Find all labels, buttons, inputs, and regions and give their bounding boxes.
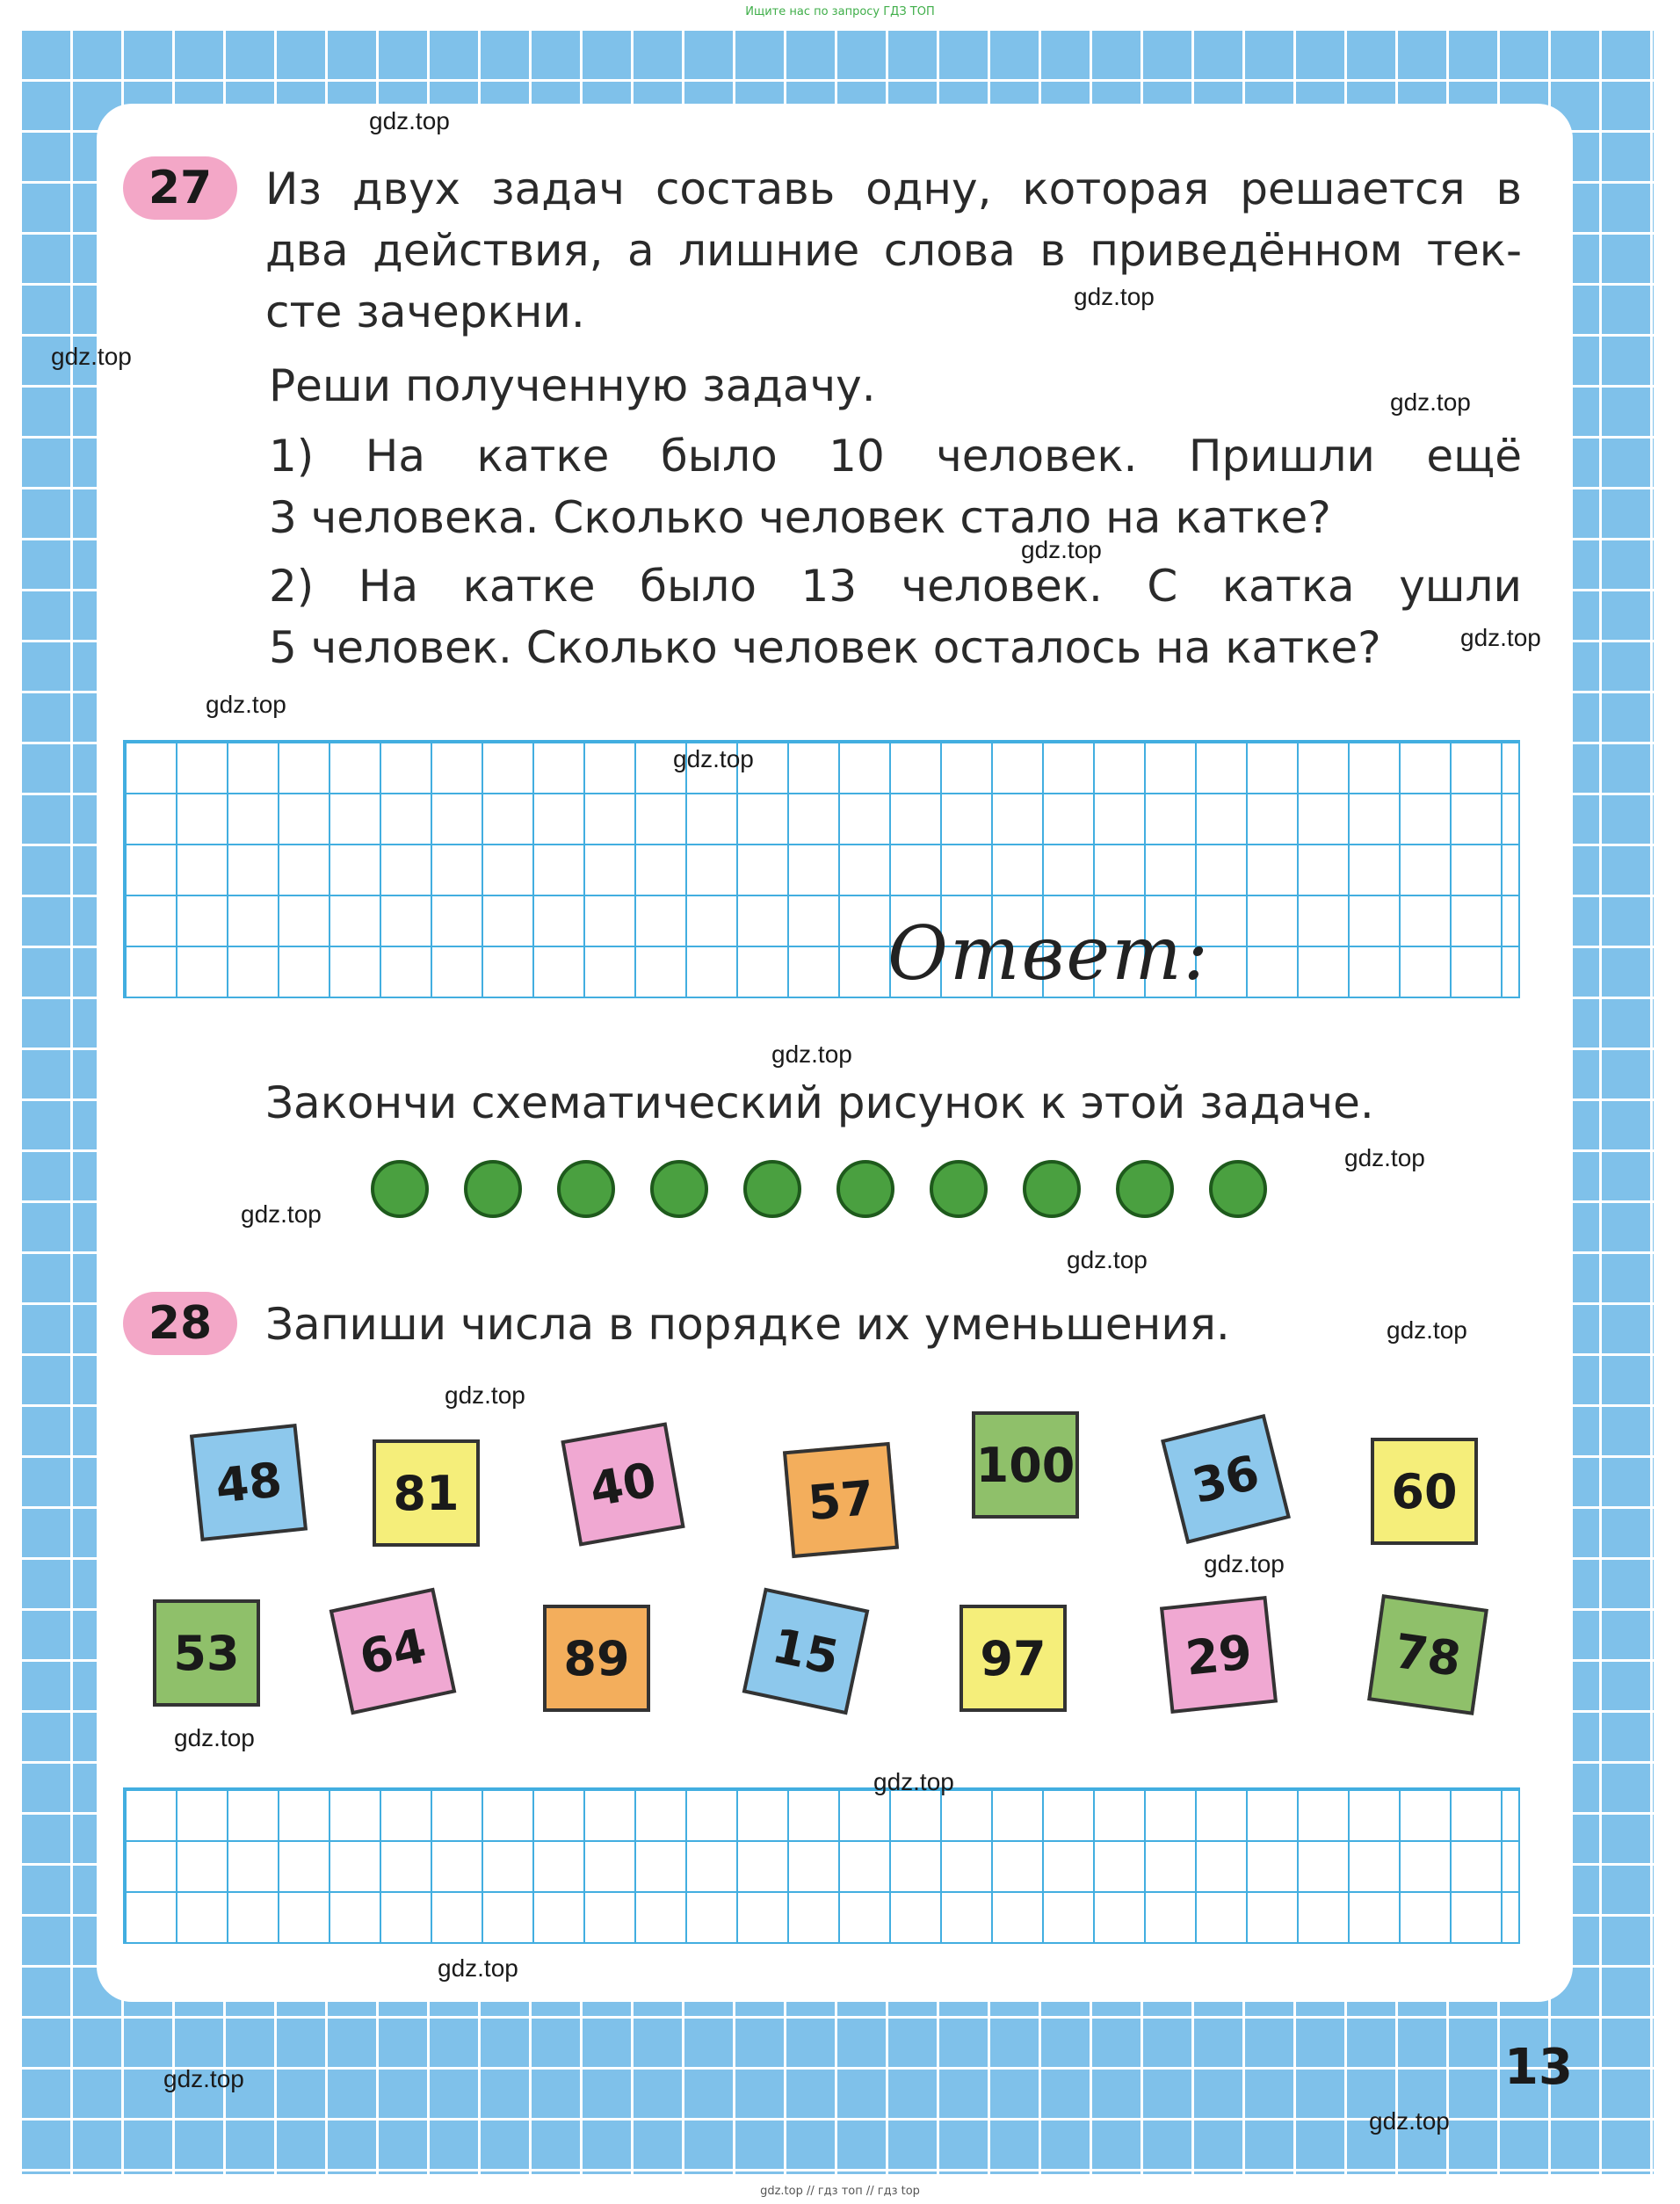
watermark: gdz.top [174, 1724, 255, 1751]
header-note: Ищите нас по запросу ГДЗ ТОП [745, 5, 935, 18]
watermark: gdz.top [1021, 536, 1102, 563]
number-card-40: 40 [561, 1422, 684, 1546]
number-card-53: 53 [153, 1599, 260, 1707]
watermark: gdz.top [1204, 1550, 1285, 1577]
diagram-dot [743, 1160, 801, 1218]
watermark: gdz.top [1074, 283, 1155, 310]
watermark: gdz.top [1344, 1144, 1425, 1171]
watermark: gdz.top [51, 343, 132, 370]
diagram-dot [650, 1160, 708, 1218]
task-27-intro-line-3: сте зачеркни. [265, 286, 585, 337]
task-27-problem-1-line-1: 1) На катке было 10 человек. Пришли ещё [269, 431, 1522, 482]
number-card-57: 57 [783, 1442, 899, 1558]
number-card-36: 36 [1161, 1414, 1291, 1544]
task-27-problem-2-line-1: 2) На катке было 13 человек. С катка ушли [269, 561, 1522, 612]
task-27-instruction: Реши полученную задачу. [269, 360, 876, 411]
task-27-problem-2-line-2: 5 человек. Сколько человек осталось на катке? [269, 622, 1381, 673]
task-28-number-badge: 28 [123, 1292, 237, 1355]
watermark: gdz.top [206, 691, 286, 718]
diagram-dot [1209, 1160, 1267, 1218]
diagram-dot [836, 1160, 894, 1218]
number-card-97: 97 [959, 1605, 1067, 1712]
diagram-dot [371, 1160, 429, 1218]
diagram-dot [930, 1160, 988, 1218]
diagram-dot [557, 1160, 615, 1218]
watermark: gdz.top [1460, 624, 1541, 651]
task-27-diagram-instruction: Закончи схематический рисунок к этой задаче. [265, 1077, 1374, 1128]
task-27-intro-line-2: два действия, а лишние слова в приведённом тек- [265, 225, 1522, 276]
number-card-78: 78 [1367, 1594, 1488, 1715]
number-card-81: 81 [373, 1439, 480, 1547]
number-card-89: 89 [543, 1605, 650, 1712]
watermark: gdz.top [1067, 1246, 1148, 1273]
diagram-dot [464, 1160, 522, 1218]
number-card-15: 15 [742, 1588, 870, 1715]
diagram-dot [1023, 1160, 1081, 1218]
task-27-answer-grid[interactable] [123, 740, 1520, 998]
task-28-instruction: Запиши числа в порядке их уменьшения. [265, 1299, 1230, 1350]
task-28-answer-grid[interactable] [123, 1787, 1520, 1944]
watermark: gdz.top [1390, 388, 1471, 416]
watermark: gdz.top [1369, 2107, 1450, 2135]
diagram-dot [1116, 1160, 1174, 1218]
watermark: gdz.top [673, 745, 754, 772]
watermark: gdz.top [438, 1954, 518, 1982]
watermark: gdz.top [369, 107, 450, 134]
watermark: gdz.top [1387, 1316, 1467, 1344]
task-27-number-badge: 27 [123, 156, 237, 220]
number-card-29: 29 [1160, 1596, 1278, 1714]
number-card-64: 64 [329, 1588, 457, 1715]
watermark: gdz.top [873, 1768, 954, 1795]
task-27-problem-1-line-2: 3 человека. Сколько человек стало на катке? [269, 492, 1331, 543]
page-number: 13 [1504, 2039, 1573, 2096]
footer-note: gdz.top // гдз топ // гдз top [760, 2185, 920, 2198]
number-card-100: 100 [972, 1411, 1079, 1519]
answer-label: Ответ: [887, 910, 1211, 997]
watermark: gdz.top [445, 1381, 525, 1409]
task-27-intro-line-1: Из двух задач составь одну, которая решается в [265, 163, 1522, 214]
number-card-60: 60 [1371, 1438, 1478, 1545]
number-card-48: 48 [190, 1424, 308, 1541]
watermark: gdz.top [771, 1040, 852, 1068]
watermark: gdz.top [241, 1200, 322, 1228]
watermark: gdz.top [163, 2065, 244, 2092]
